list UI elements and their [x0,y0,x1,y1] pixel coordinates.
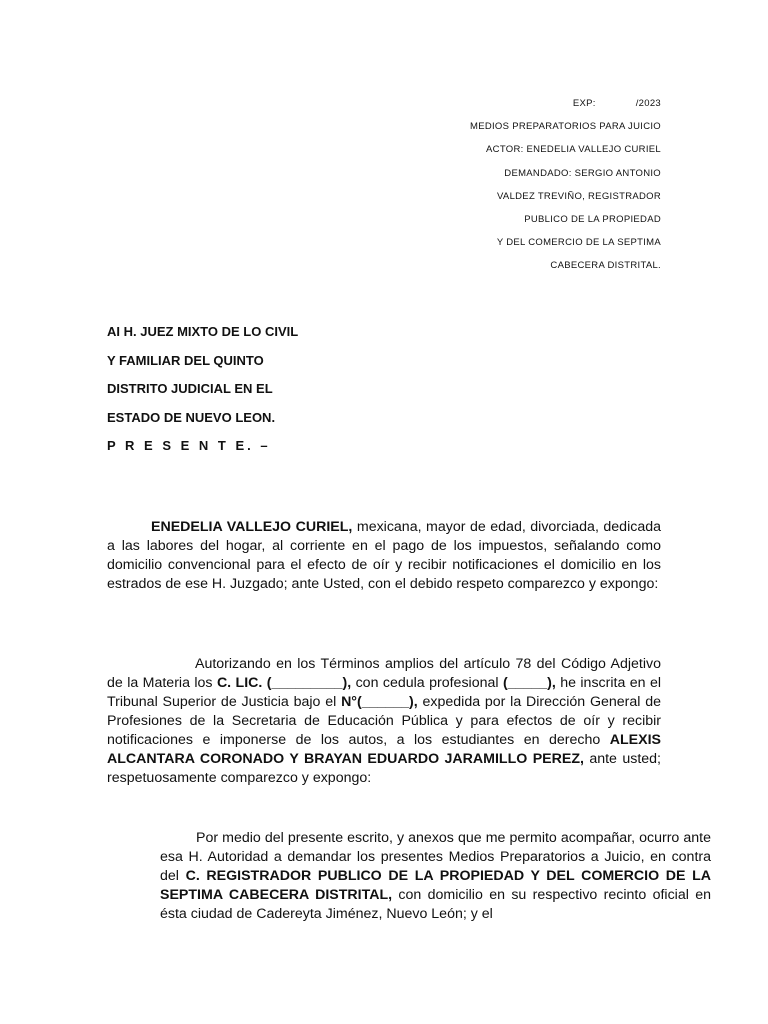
header-line: PUBLICO DE LA PROPIEDAD [524,214,661,226]
paragraph-authorization [107,655,661,788]
defendant-name: C. REGISTRADOR PUBLICO DE LA PROPIEDAD Y DEL COMERCIO DE LA SEPTIMA CABECERA DISTRITAL, [160,868,711,903]
plaintiff-name: ENEDELIA VALLEJO CURIEL, [151,519,353,535]
paragraph-text: con cedula profesional [351,675,503,691]
header-line: DEMANDADO: SERGIO ANTONIO [504,167,661,179]
exp-label: EXP: [572,98,596,109]
exp-value: /2023 [635,98,661,109]
addressee-line: DISTRITO JUDICIAL EN EL [107,381,273,396]
paragraph-text: Por medio del presente escrito, y anexos que me permito acompañar, ocurro ante esa H. Autoridad a demandar los presentes Medios Preparatorios a Juicio, en contra del [160,830,711,884]
addressee-line: Y FAMILIAR DEL QUINTO [107,352,264,368]
lawyer-placeholder: C. LIC. (_________), [216,675,352,691]
paragraph-claim [160,829,711,924]
paragraph-text: ante usted; respetuosamente comparezco y expongo: [107,751,661,786]
paragraph-text: mexicana, mayor de edad, divorciada, dedicada a las labores del hogar, al corriente en el pago de los impuestos, señalando como domicilio convencional para el efecto de oír y recibir notificaciones el domicilio en los estrados de ese H. Juzgado; ante Usted, con el debido respeto comparezco y expongo: [107,519,661,592]
students-names: ALEXIS ALCANTARA CORONADO Y BRAYAN EDUARDO JARAMILLO PEREZ, [107,732,661,767]
exp-line [341,92,661,115]
header-line: VALDEZ TREVIÑO, REGISTRADOR [497,190,661,202]
paragraph-text: he inscrita en el Tribunal Superior de Justicia bajo el [107,675,661,710]
case-header [341,92,661,278]
header-line: Y DEL COMERCIO DE LA SEPTIMA [496,237,661,249]
registry-number-placeholder: N°(______), [341,694,418,710]
header-line: CABECERA DISTRITAL. [550,260,661,272]
addressee-line: AI H. JUEZ MIXTO DE LO CIVIL [107,324,299,339]
paragraph-text: Autorizando en los Términos amplios del artículo 78 del Código Adjetivo de la Materia los [107,656,661,691]
header-line: ACTOR: ENEDELIA VALLEJO CURIEL [486,144,661,156]
paragraph-text: expedida por la Dirección General de Profesiones de la Secretaria de Educación Pública y para efectos de oír y recibir notificaciones e imponerse de los autos, a los estudiantes en derecho [107,694,661,748]
paragraph-text: con domicilio en su respectivo recinto oficial en ésta ciudad de Cadereyta Jiménez, Nuevo León; y el [160,887,711,922]
license-placeholder: (_____), [502,675,556,691]
addressee-block [107,318,298,461]
addressee-line: ESTADO DE NUEVO LEON. [107,409,276,425]
header-line: MEDIOS PREPARATORIOS PARA JUICIO [469,121,661,133]
presente-line: P R E S E N T E. – [107,438,271,453]
paragraph-introduction [107,518,661,594]
